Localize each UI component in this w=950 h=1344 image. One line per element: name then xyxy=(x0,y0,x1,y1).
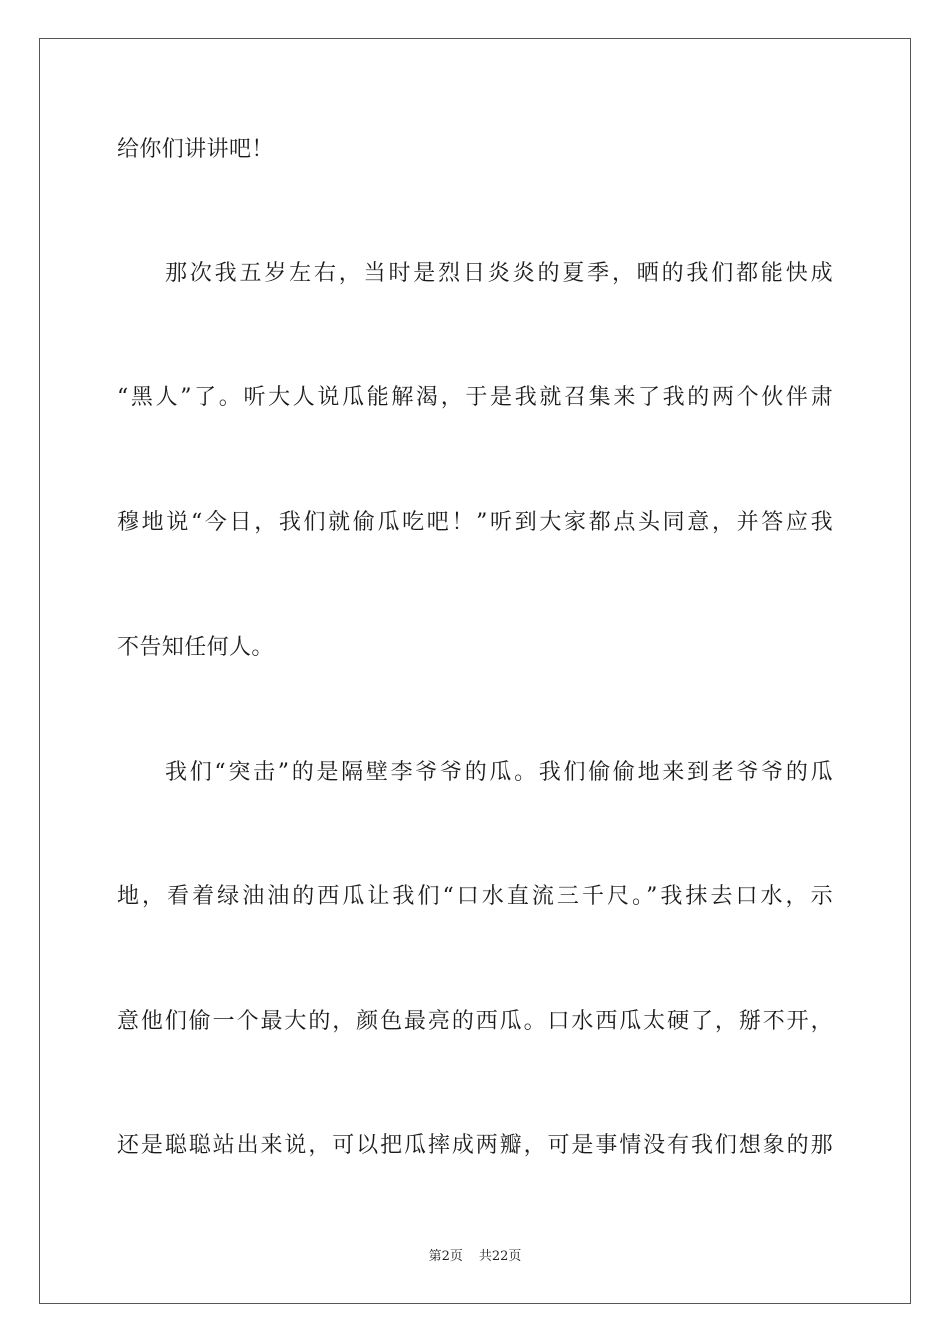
text-line: 不告知任何人。 xyxy=(117,635,274,660)
page-number: 第2页 xyxy=(428,1249,463,1264)
text-line: 地，看着绿油油的西瓜让我们“口水直流三千尺。”我抹去口水，示 xyxy=(117,884,833,909)
total-pages: 共22页 xyxy=(478,1249,522,1264)
paragraph-first-line: 那次我五岁左右，当时是烈日炎炎的夏季，晒的我们都能快成 xyxy=(165,261,833,286)
page-footer xyxy=(0,1248,950,1266)
text-line: “黑人”了。听大人说瓜能解渴，于是我就召集来了我的两个伙伴肃 xyxy=(117,385,833,410)
text-line: 还是聪聪站出来说，可以把瓜摔成两瓣，可是事情没有我们想象的那 xyxy=(117,1133,833,1158)
paragraph-first-line: 我们“突击”的是隔壁李爷爷的瓜。我们偷偷地来到老爷爷的瓜 xyxy=(165,760,833,785)
text-line: 意他们偷一个最大的，颜色最亮的西瓜。口水西瓜太硬了，掰不开， xyxy=(117,1009,833,1034)
text-line: 给你们讲讲吧！ xyxy=(117,137,274,162)
text-line: 穆地说“今日，我们就偷瓜吃吧！”听到大家都点头同意，并答应我 xyxy=(117,510,833,535)
page-border xyxy=(39,38,911,1304)
